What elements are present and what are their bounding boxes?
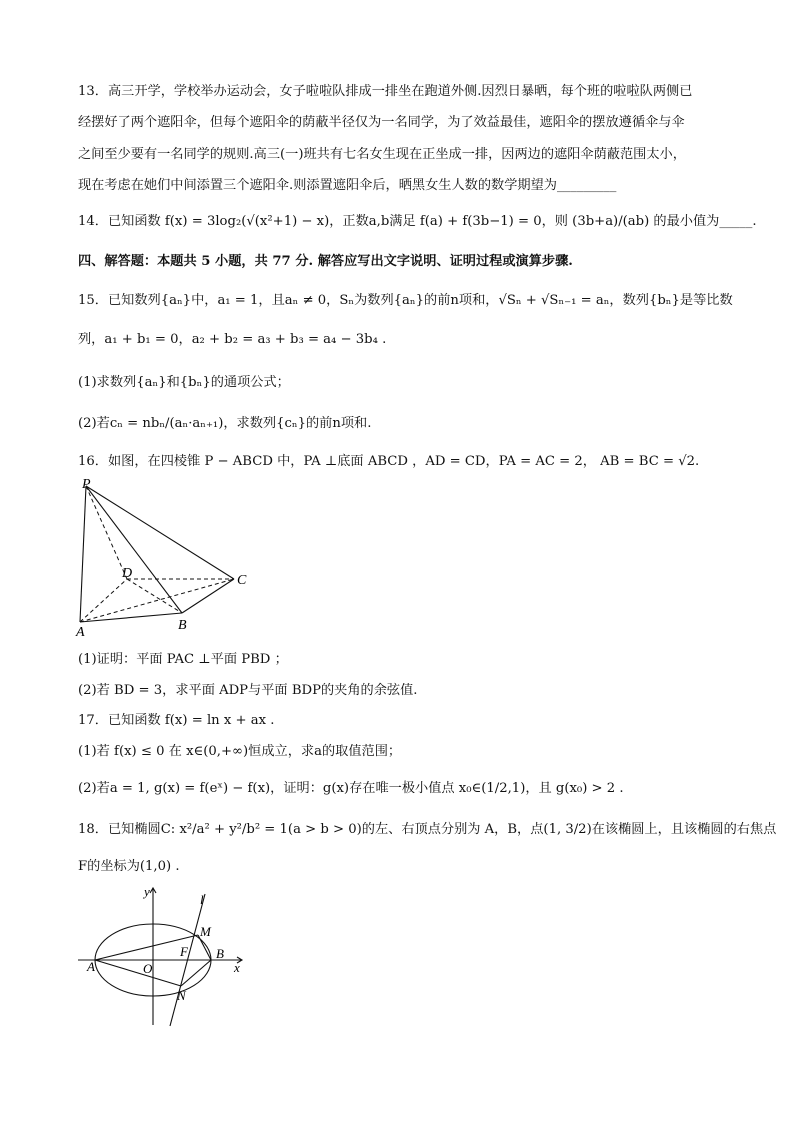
label-N: N: [177, 988, 186, 1003]
label-P: P: [82, 477, 91, 492]
label-y: y: [144, 884, 150, 899]
q14-line: 14．已知函数 f(x) = 3log₂(√(x²+1) − x)，正数a,b满足 f(a) + f(3b−1) = 0，则 (3b+a)/(ab) 的最小值为_____.: [78, 214, 757, 229]
q17-part-1: (1)若 f(x) ≤ 0 在 x∈(0,+∞)恒成立，求a的取值范围；: [78, 744, 402, 759]
q18-line-2: F的坐标为(1,0) .: [78, 859, 180, 874]
q16-part-1: (1)证明：平面 PAC ⊥平面 PBD ；: [78, 652, 288, 667]
q17-part-2: (2)若a = 1, g(x) = f(eˣ) − f(x)，证明：g(x)存在唯一极小值点 x₀∈(1/2,1)，且 g(x₀) > 2 .: [78, 781, 624, 796]
label-F: F: [180, 944, 188, 959]
label-A: A: [87, 959, 95, 974]
section-heading: 四、解答题：本题共 5 小题，共 77 分. 解答应写出文字说明、证明过程或演算步骤.: [78, 254, 573, 269]
q18-line-1: 18．已知椭圆C: x²/a² + y²/b² = 1(a > b > 0)的左、右顶点分别为 A，B，点(1, 3/2)在该椭圆上，且该椭圆的右焦点: [78, 822, 777, 837]
label-x: x: [234, 960, 240, 975]
q15-part-2: (2)若cₙ = nbₙ/(aₙ·aₙ₊₁)，求数列{cₙ}的前n项和.: [78, 416, 372, 431]
q16-line-1: 16．如图，在四棱锥 P − ABCD 中，PA ⊥底面 ABCD ，AD = CD，PA = AC = 2， AB = BC = √2.: [78, 454, 700, 469]
q17-line-1: 17．已知函数 f(x) = ln x + ax .: [78, 713, 275, 728]
label-D: D: [122, 566, 133, 581]
label-A: A: [76, 625, 85, 638]
label-O: O: [143, 961, 153, 976]
q15-line-1: 15．已知数列{aₙ}中，a₁ = 1，且aₙ ≠ 0，Sₙ为数列{aₙ}的前n项和，√Sₙ + √Sₙ₋₁ = aₙ，数列{bₙ}是等比数: [78, 293, 733, 308]
q16-part-2: (2)若 BD = 3，求平面 ADP与平面 BDP的夹角的余弦值.: [78, 683, 418, 698]
pyramid-figure: [72, 476, 262, 638]
q13-line-3: 之间至少要有一名同学的规则.高三(一)班共有七名女生现在正坐成一排，因两边的遮阳伞荫蔽范围太小，: [78, 147, 686, 162]
q13-line-1: 13．高三开学，学校举办运动会，女子啦啦队排成一排坐在跑道外侧.因烈日暴晒，每个班的啦啦队两侧已: [78, 84, 693, 99]
label-B: B: [216, 946, 224, 961]
ellipse-figure: [74, 880, 254, 1028]
q13-line-4: 现在考虑在她们中间添置三个遮阳伞.则添置遮阳伞后，晒黑女生人数的数学期望为_________: [78, 178, 617, 193]
q15-part-1: (1)求数列{aₙ}和{bₙ}的通项公式；: [78, 375, 290, 390]
q15-line-2: 列，a₁ + b₁ = 0，a₂ + b₂ = a₃ + b₃ = a₄ − 3b₄ .: [78, 332, 387, 347]
label-B: B: [178, 618, 187, 633]
q13-line-2: 经摆好了两个遮阳伞，但每个遮阳伞的荫蔽半径仅为一名同学，为了效益最佳，遮阳伞的摆放遵循伞与伞: [78, 115, 685, 130]
label-C: C: [237, 573, 247, 588]
label-l: l: [200, 892, 204, 907]
label-M: M: [200, 924, 211, 939]
